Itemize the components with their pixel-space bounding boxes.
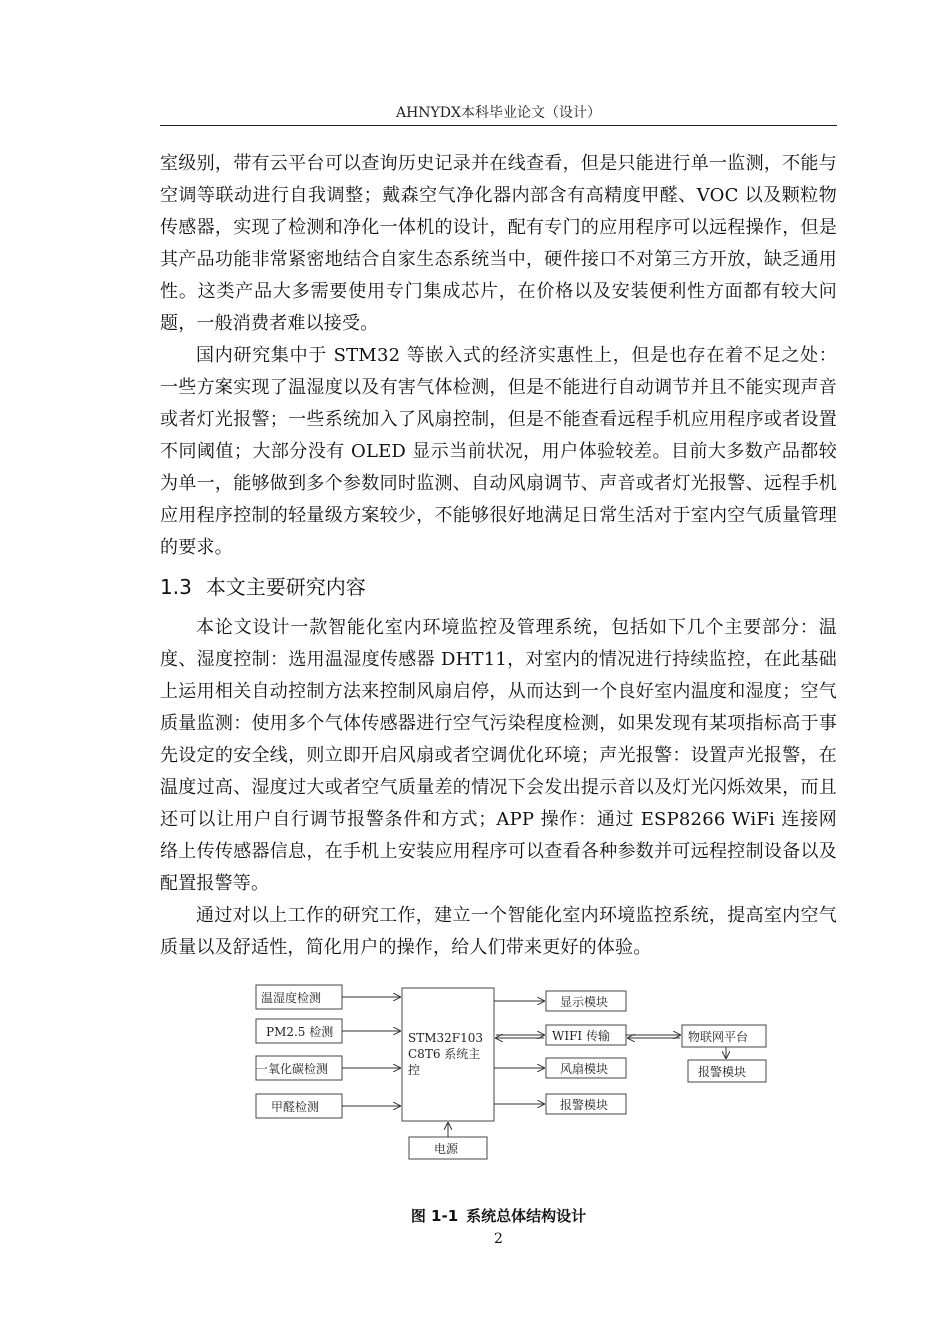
output-label-fan: 风扇模块 — [560, 1062, 609, 1076]
output-label-alarm: 报警模块 — [560, 1098, 609, 1112]
figure-caption-text: 系统总体结构设计 — [466, 1207, 587, 1225]
input-label-co: 一氧化碳检测 — [256, 1062, 329, 1076]
output-label-wifi: WIFI 传输 — [552, 1029, 610, 1043]
section-heading — [160, 571, 366, 603]
output-label-display: 显示模块 — [560, 995, 609, 1009]
paragraph-1: 室级别，带有云平台可以查询历史记录并在线查看，但是只能进行单一监测，不能与空调等联动进行自我调整；戴森空气净化器内部含有高精度甲醛、VOC 以及颗粒物传感器，实现了检测和净化一体机的设计，配有专门的应用程序可以远程操作，但是其产品功能非常紧密地结合自家生态系统当中，硬件接口不对第三方开放，缺乏通用性。这类产品大多需要使用专门集成芯片，在价格以及安装便利性方面都有较大问题，一般消费者难以接受。 — [160, 153, 837, 334]
controller-label-line1: STM32F103 — [408, 1031, 484, 1045]
page-number: 2 — [494, 1231, 503, 1247]
section-title: 本文主要研究内容 — [205, 575, 366, 599]
header-rule — [160, 125, 837, 126]
controller-label-line2: C8T6 系统主 — [408, 1047, 481, 1061]
figure-caption — [160, 1206, 837, 1226]
controller-label-line3: 控 — [408, 1063, 421, 1077]
input-label-temp-humidity: 温湿度检测 — [261, 991, 322, 1005]
section-number: 1.3 — [160, 575, 192, 599]
paragraph-2: 国内研究集中于 STM32 等嵌入式的经济实惠性上，但是也存在着不足之处：一些方案实现了温湿度以及有害气体检测，但是不能进行自动调节并且不能实现声音或者灯光报警；一些系统加入了风扇控制，但是不能查看远程手机应用程序或者设置不同阈值；大部分没有 OLED 显示当前状况，用户体验较差。目前大多数产品都较为单一，能够做到多个参数同时监测、自动风扇调节、声音或者灯光报警、远程手机应用程序控制的轻量级方案较少，不能够很好地满足日常生活对于室内空气质量管理的要求。 — [160, 345, 837, 558]
input-label-pm25: PM2.5 检测 — [266, 1025, 334, 1039]
input-label-formaldehyde: 甲醛检测 — [271, 1100, 320, 1114]
power-label: 电源 — [434, 1142, 459, 1156]
paragraph-3: 本论文设计一款智能化室内环境监控及管理系统，包括如下几个主要部分：温度、湿度控制：选用温湿度传感器 DHT11，对室内的情况进行持续监控，在此基础上运用相关自动控制方法来控制风扇启停，从而达到一个良好室内温度和湿度；空气质量监测：使用多个气体传感器进行空气污染程度检测，如果发现有某项指标高于事先设定的安全线，则立即开启风扇或者空调优化环境；声光报警：设置声光报警，在温度过高、湿度过大或者空气质量差的情况下会发出提示音以及灯光闪烁效果，而且还可以让用户自行调节报警条件和方式；APP 操作：通过 ESP8266 WiFi 连接网络上传传感器信息，在手机上安装应用程序可以查看各种参数并可远程控制设备以及配置报警等。 — [160, 617, 837, 894]
cloud-alarm-label: 报警模块 — [698, 1065, 747, 1079]
cloud-platform-label: 物联网平台 — [688, 1030, 749, 1044]
system-structure-diagram — [252, 982, 792, 1164]
paragraph-4: 通过对以上工作的研究工作，建立一个智能化室内环境监控系统，提高室内空气质量以及舒适性，简化用户的操作，给人们带来更好的体验。 — [160, 905, 837, 958]
figure-number: 图 1-1 — [410, 1207, 459, 1225]
page-header: AHNYDX本科毕业论文（设计） — [395, 105, 601, 121]
